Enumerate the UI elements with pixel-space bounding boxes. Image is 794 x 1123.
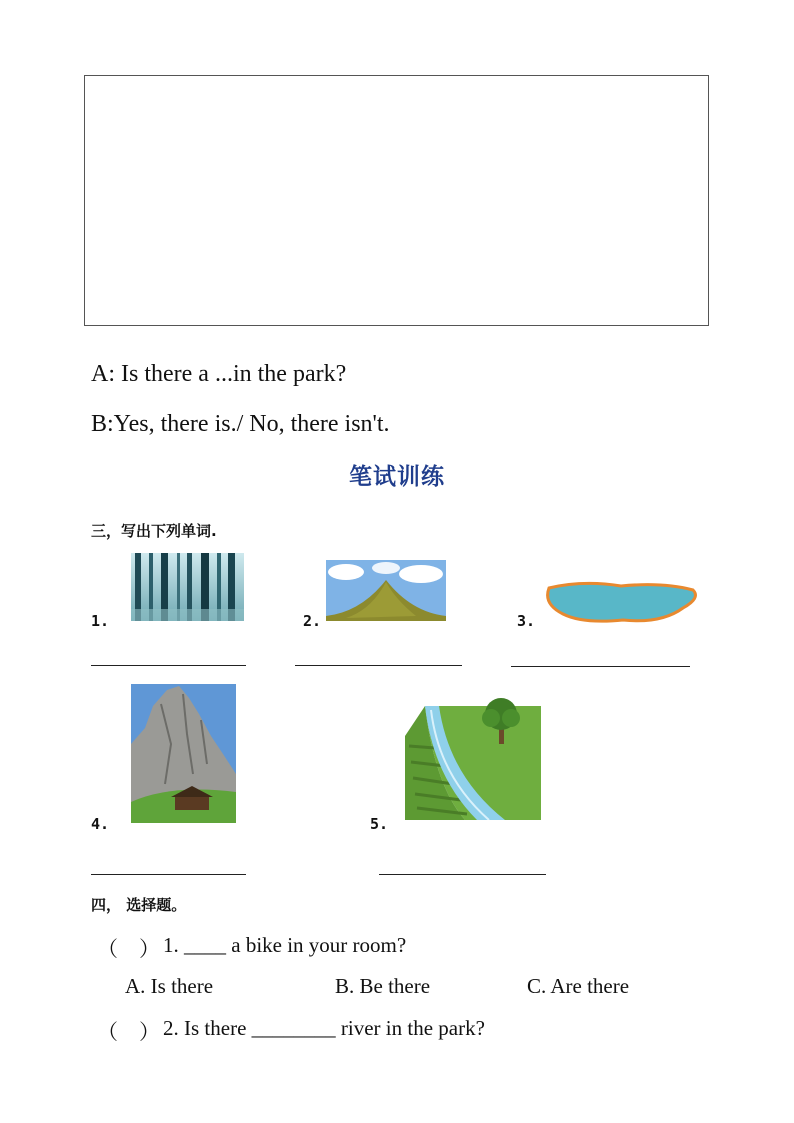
hill-picture [326, 560, 446, 621]
dialogue-line-b: B:Yes, there is./ No, there isn't. [91, 411, 390, 437]
question-1-paren[interactable]: （ ） [97, 937, 160, 961]
option-b[interactable]: B. Be there [335, 974, 431, 998]
option-c[interactable]: C. Are there [527, 974, 630, 998]
answer-line-3[interactable] [511, 666, 690, 667]
question-1-text: 1. ____ a bike in your room? [163, 933, 407, 957]
answer-line-1[interactable] [91, 665, 246, 666]
answer-line-5[interactable] [379, 874, 546, 875]
picture-box [84, 75, 709, 326]
lake-picture [543, 578, 700, 626]
dialogue-line-a: A: Is there a ...in the park? [91, 361, 347, 387]
item-number-1: 1. [91, 612, 110, 630]
question-2-paren[interactable]: （ ） [97, 1020, 160, 1044]
forest-picture [131, 553, 244, 621]
item-number-4: 4. [91, 815, 110, 833]
section4-heading: 四， 选择题。 [91, 896, 187, 914]
river-picture [405, 696, 541, 820]
item-number-3: 3. [517, 612, 536, 630]
section3-heading: 三，写出下列单词. [91, 522, 217, 540]
mountain-picture [131, 684, 236, 823]
item-number-2: 2. [303, 612, 322, 630]
option-a[interactable]: A. Is there [125, 974, 214, 998]
question-2-text: 2. Is there ________ river in the park? [163, 1016, 485, 1040]
answer-line-2[interactable] [295, 665, 462, 666]
answer-line-4[interactable] [91, 874, 246, 875]
item-number-5: 5. [370, 815, 389, 833]
section-title: 笔试训练 [349, 464, 445, 490]
